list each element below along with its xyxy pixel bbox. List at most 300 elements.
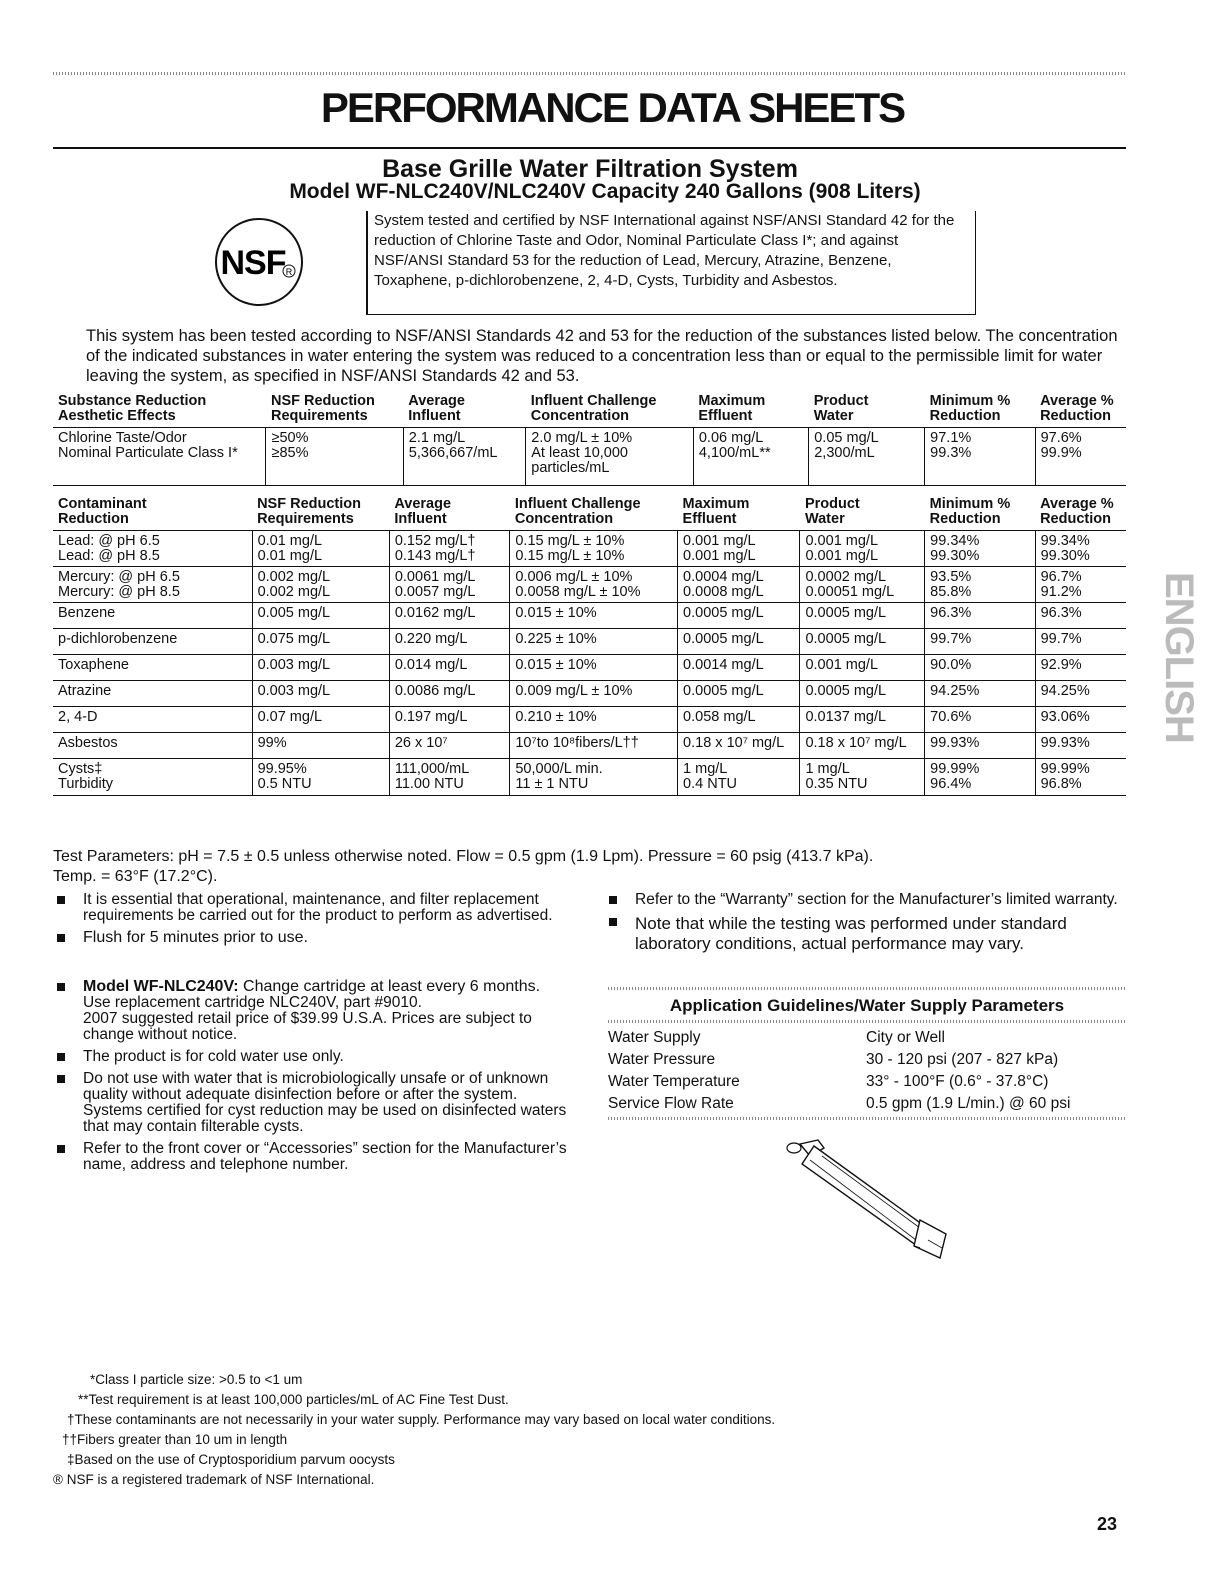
column-header-line: Maximum [682, 496, 750, 512]
column-header-line: Product [813, 393, 869, 409]
table-cell [252, 681, 389, 707]
filter-cartridge-icon [770, 1130, 970, 1270]
column-header-line: Product [804, 496, 860, 512]
table-header-row [53, 495, 1126, 531]
column-header-line: Aesthetic Effects [58, 408, 176, 424]
table-cell-line: 91.2% [1040, 584, 1082, 600]
application-bottom-rule [608, 1117, 1126, 1120]
table-cell [678, 759, 800, 796]
table-cell [800, 733, 925, 759]
table-cell-line: 99.30% [1040, 548, 1090, 564]
table-cell [678, 733, 800, 759]
table-cell [53, 629, 252, 655]
table-cell-line: 1 mg/L [805, 761, 850, 777]
table-cell-line: 0.006 mg/L ± 10% [515, 569, 633, 585]
table-cell [1035, 733, 1126, 759]
column-header [925, 392, 1035, 428]
application-value: 30 - 120 psi (207 - 827 kPa) [866, 1051, 1059, 1068]
table-cell [800, 655, 925, 681]
table-cell-line: 0.18 x 10⁷ mg/L [683, 735, 785, 751]
table-cell-line: 0.06 mg/L [698, 430, 764, 446]
table-cell-line: 2,300/mL [814, 445, 875, 461]
table-cell-line: 99.93% [1040, 735, 1090, 751]
bullet-item: Note that while the testing was performed under standard laboratory conditions, actual performance may vary. [605, 914, 1125, 954]
table-cell-line: 92.9% [1040, 657, 1082, 673]
table-cell [800, 603, 925, 629]
table-cell [389, 655, 510, 681]
table-cell [403, 428, 525, 486]
column-header-line: Reduction [929, 408, 1001, 424]
table-cell [389, 733, 510, 759]
table-cell [678, 629, 800, 655]
table-cell-line: 0.210 ± 10% [515, 709, 597, 725]
table-cell-line: 0.4 NTU [683, 776, 738, 792]
table-cell [389, 567, 510, 603]
table-cell [389, 759, 510, 796]
column-header-line: Reduction [1040, 408, 1111, 424]
column-header-line: Minimum % [929, 393, 1011, 409]
table-cell [510, 707, 678, 733]
table-cell-line: 11.00 NTU [394, 776, 464, 792]
table-row [53, 603, 1126, 629]
table-cell-line: 5,366,667/mL [408, 445, 498, 461]
table-cell-line: 94.25% [1040, 683, 1090, 699]
left-bullets-a [53, 892, 563, 952]
table-cell [53, 681, 252, 707]
table-row [53, 567, 1126, 603]
table-cell [252, 759, 389, 796]
table-cell-line: Mercury: @ pH 8.5 [58, 584, 180, 600]
table-cell-line: 99% [257, 735, 287, 751]
table-cell-line: 0.0008 mg/L [683, 584, 764, 600]
table-cell-line: 0.0005 mg/L [683, 631, 764, 647]
table-cell-line: 94.25% [930, 683, 980, 699]
table-cell-line: 99.7% [930, 631, 972, 647]
column-header [678, 495, 800, 531]
table-cell [53, 759, 252, 796]
column-header-line: Influent [408, 408, 461, 424]
table-cell [252, 603, 389, 629]
application-label: Water Temperature [608, 1073, 740, 1090]
table-cell-line: 0.0014 mg/L [683, 657, 764, 673]
table-cell [389, 603, 510, 629]
column-header-line: Requirements [270, 408, 368, 424]
table-cell-line: 0.001 mg/L [805, 548, 879, 564]
table-cell [252, 733, 389, 759]
column-header-line: Average [408, 393, 465, 409]
table-cell-line: 0.0005 mg/L [805, 605, 887, 621]
system-title: Base Grille Water Filtration System [382, 155, 798, 183]
table-cell-line: 50,000/L min. [515, 761, 603, 777]
column-header-line: Reduction [1040, 511, 1111, 527]
table-cell [1035, 531, 1126, 567]
table-cell [678, 603, 800, 629]
application-row [608, 1027, 1126, 1049]
table-cell-line: 2, 4-D [58, 709, 98, 725]
column-header [1035, 495, 1126, 531]
column-header-line: NSF Reduction [257, 496, 361, 512]
table-cell-line: 90.0% [930, 657, 972, 673]
column-header [403, 392, 525, 428]
table-cell-line: 70.6% [930, 709, 972, 725]
table-cell [53, 603, 252, 629]
table-cell [526, 428, 694, 486]
table-cell [678, 531, 800, 567]
table-cell-line: 0.009 mg/L ± 10% [515, 683, 633, 699]
footnote: ††Fibers greater than 10 um in length [62, 1432, 288, 1447]
model-bullet [53, 979, 578, 1043]
svg-text:R: R [285, 267, 293, 277]
table-cell [510, 681, 678, 707]
table-cell-line: 99.3% [930, 445, 972, 461]
table-cell-line: 0.225 ± 10% [515, 631, 597, 647]
column-header-line: Requirements [257, 511, 354, 527]
side-tab-text: ENGLISH [1157, 572, 1201, 743]
language-side-tab [1156, 570, 1204, 790]
table-cell [678, 655, 800, 681]
table-cell-line: 0.0162 mg/L [394, 605, 476, 621]
table-cell-line: 0.001 mg/L [805, 657, 879, 673]
table-cell [266, 428, 403, 486]
table-cell-line: ≥50% [271, 430, 309, 446]
column-header-line: Reduction [58, 511, 129, 527]
table-cell-line: 96.8% [1040, 776, 1082, 792]
column-header [925, 495, 1035, 531]
table-cell-line: 0.0061 mg/L [394, 569, 476, 585]
column-header-line: Maximum [698, 393, 766, 409]
table-row [53, 759, 1126, 796]
table-row [53, 428, 1126, 486]
table-cell [925, 603, 1035, 629]
table-cell [510, 531, 678, 567]
table-cell [800, 759, 925, 796]
nsf-logo-text: NSF [220, 244, 286, 282]
table-cell-line: 0.002 mg/L [257, 584, 331, 600]
column-header-line: Effluent [682, 511, 737, 527]
table-cell-line: 0.0004 mg/L [683, 569, 764, 585]
table-cell-line: 0.00051 mg/L [805, 584, 895, 600]
table-cell-line: 1 mg/L [683, 761, 728, 777]
application-row [608, 1049, 1126, 1071]
table-cell-line: 99.30% [930, 548, 980, 564]
contaminant-reduction-table [53, 495, 1126, 796]
table-cell-line: 0.005 mg/L [257, 605, 331, 621]
table-cell [510, 655, 678, 681]
table-cell-line: 0.0005 mg/L [683, 605, 764, 621]
table-cell-line: 93.5% [930, 569, 972, 585]
table-cell-line: 99.99% [1040, 761, 1090, 777]
table-cell-line: 96.3% [930, 605, 972, 621]
bullet-item: Refer to the “Warranty” section for the Manufacturer’s limited warranty. [605, 892, 1125, 908]
column-header [252, 495, 389, 531]
model-bullet-line: Use replacement cartridge NLC240V, part #9010. [83, 994, 422, 1011]
top-dotted-rule [53, 72, 1126, 75]
title-rule [53, 147, 1126, 149]
application-title: Application Guidelines/Water Supply Parameters [669, 996, 1065, 1015]
table-cell [252, 707, 389, 733]
table-cell [925, 707, 1035, 733]
table-cell-line: 0.001 mg/L [683, 533, 756, 549]
table-cell-line: 85.8% [930, 584, 972, 600]
table-cell [1035, 567, 1126, 603]
table-cell-line: 2.1 mg/L [408, 430, 466, 446]
table-cell [53, 707, 252, 733]
page-title: PERFORMANCE DATA SHEETS [320, 84, 905, 131]
table-cell [1035, 759, 1126, 796]
table-cell [53, 733, 252, 759]
table-cell [925, 629, 1035, 655]
application-value: 0.5 gpm (1.9 L/min.) @ 60 psi [866, 1095, 1071, 1112]
table-cell-line: 0.35 NTU [805, 776, 868, 792]
table-cell [252, 531, 389, 567]
application-row [608, 1093, 1126, 1115]
footnote: **Test requirement is at least 100,000 particles/mL of AC Fine Test Dust. [78, 1392, 509, 1407]
table-cell-line: 0.220 mg/L [394, 631, 468, 647]
table-cell-line: Atrazine [58, 683, 112, 699]
aesthetic-effects-table [53, 392, 1126, 486]
table-cell-line: Benzene [58, 605, 116, 621]
table-cell-line: Toxaphene [58, 657, 129, 673]
test-parameters-line: Temp. = 63°F (17.2°C). [53, 868, 218, 885]
table-cell-line: 93.06% [1040, 709, 1090, 725]
left-bullets-b [53, 979, 578, 1179]
table-cell [925, 567, 1035, 603]
table-cell [800, 707, 925, 733]
column-header [53, 495, 252, 531]
column-header [510, 495, 678, 531]
table-cell [389, 531, 510, 567]
footnote: ® NSF is a registered trademark of NSF International. [53, 1472, 375, 1487]
table-cell-line: 99.99% [930, 761, 980, 777]
right-bullets [605, 892, 1125, 960]
table-cell-line: 0.003 mg/L [257, 683, 331, 699]
table-cell [510, 567, 678, 603]
table-cell [809, 428, 925, 486]
table-cell [678, 707, 800, 733]
column-header-line: Contaminant [58, 496, 147, 512]
table-cell [389, 629, 510, 655]
table-cell-line: 99.34% [1040, 533, 1090, 549]
test-parameters-line: Test Parameters: pH = 7.5 ± 0.5 unless otherwise noted. Flow = 0.5 gpm (1.9 Lpm). Pressure = 60 psig (413.7 kPa). [53, 848, 874, 865]
application-label: Service Flow Rate [608, 1095, 734, 1112]
table-cell-line: 2.0 mg/L ± 10% [531, 430, 633, 446]
certification-box: System tested and certified by NSF International against NSF/ANSI Standard 42 for the reduction of Chlorine Taste and Odor, Nominal Particulate Class I*; and against NSF/ANSI Standard 53 for the reduction of Lead, Mercury, Atrazine, Benzene, Toxaphene, p-dichlorobenzene, 2, 4-D, Cysts, Turbidity and Asbestos. [366, 211, 976, 315]
footnote: ‡Based on the use of Cryptosporidium parvum oocysts [67, 1452, 395, 1467]
table-cell-line: Chlorine Taste/Odor [58, 430, 187, 446]
table-cell [693, 428, 808, 486]
column-header [389, 495, 510, 531]
table-cell-line: 0.003 mg/L [257, 657, 331, 673]
column-header-line: Effluent [698, 408, 753, 424]
table-cell-line: Lead: @ pH 8.5 [58, 548, 160, 564]
model-bullet-line: 2007 suggested retail price of $39.99 U.S.A. Prices are subject to change without notice. [83, 1010, 532, 1043]
table-cell [53, 655, 252, 681]
table-cell [800, 681, 925, 707]
table-cell [1035, 629, 1126, 655]
table-cell-line: 0.015 ± 10% [515, 657, 597, 673]
table-cell-line: 0.01 mg/L [257, 533, 323, 549]
table-cell-line: 0.0005 mg/L [805, 683, 887, 699]
column-header-line: Water [813, 408, 854, 424]
application-table [608, 1027, 1126, 1115]
application-title-rule [608, 1020, 1126, 1023]
intro-paragraph: This system has been tested according to NSF/ANSI Standards 42 and 53 for the reduction of the substances listed below. The concentration of the indicated substances in water entering the system was reduced to a concentration less than or equal to the permissible limit for water leaving the system, as specified in NSF/ANSI Standards 42 and 53. [86, 327, 1118, 385]
column-header-line: Concentration [530, 408, 630, 424]
table-row [53, 681, 1126, 707]
bullet-item: Refer to the front cover or “Accessories” section for the Manufacturer’s name, address and telephone number. [53, 1141, 578, 1173]
bullet-item: Flush for 5 minutes prior to use. [53, 930, 563, 946]
bullet-item: The product is for cold water use only. [53, 1049, 578, 1065]
table-cell [510, 733, 678, 759]
table-cell-line: 0.075 mg/L [257, 631, 331, 647]
table-cell-line: 0.197 mg/L [394, 709, 468, 725]
table-cell-line: 0.0005 mg/L [683, 683, 764, 699]
column-header [526, 392, 694, 428]
table-cell-line: 97.1% [930, 430, 972, 446]
column-header-line: Average % [1040, 496, 1114, 512]
table-cell-line: 0.001 mg/L [805, 533, 879, 549]
table-row [53, 531, 1126, 567]
table-cell-line: 0.15 mg/L ± 10% [515, 548, 625, 564]
column-header-line: Minimum % [929, 496, 1011, 512]
table-cell-line: 0.05 mg/L [814, 430, 879, 446]
table-cell-line: 111,000/mL [394, 761, 470, 777]
table-cell-line: 0.15 mg/L ± 10% [515, 533, 625, 549]
table-cell-line: 96.7% [1040, 569, 1082, 585]
table-cell-line: Turbidity [58, 776, 114, 792]
table-row [53, 629, 1126, 655]
table-cell-line: 96.3% [1040, 605, 1082, 621]
table-cell [925, 531, 1035, 567]
table-cell [53, 531, 252, 567]
table-cell-line: 0.0002 mg/L [805, 569, 887, 585]
column-header-line: NSF Reduction [270, 393, 375, 409]
table-row [53, 707, 1126, 733]
test-parameters [53, 847, 1133, 887]
table-cell-line: 99.93% [930, 735, 980, 751]
table-cell-line: 97.6% [1040, 430, 1082, 446]
column-header-line: Concentration [514, 511, 614, 527]
page-number: 23 [1097, 1514, 1118, 1534]
table-cell-line: 26 x 10⁷ [394, 735, 448, 751]
table-cell-line: Nominal Particulate Class I* [58, 445, 238, 461]
table-cell [800, 531, 925, 567]
table-cell-line: 0.002 mg/L [257, 569, 331, 585]
column-header-line: Influent Challenge [530, 393, 657, 409]
column-header [800, 495, 925, 531]
table-cell [1035, 655, 1126, 681]
table-cell [252, 567, 389, 603]
table-row [53, 655, 1126, 681]
table-cell-line: Cysts‡ [58, 761, 103, 777]
column-header [53, 392, 266, 428]
table-cell-line: 99.34% [930, 533, 980, 549]
table-cell [1035, 428, 1126, 486]
table-cell-line: 99.9% [1040, 445, 1082, 461]
table-cell-line: ≥85% [271, 445, 309, 461]
application-label: Water Supply [608, 1029, 701, 1046]
table-cell [925, 655, 1035, 681]
table-cell-line: 0.143 mg/L† [394, 548, 476, 564]
table-cell [678, 681, 800, 707]
table-cell-line: 0.0086 mg/L [394, 683, 476, 699]
table-cell-line: 0.01 mg/L [257, 548, 323, 564]
application-value: 33° - 100°F (0.6° - 37.8°C) [866, 1073, 1049, 1090]
column-header-line: Influent Challenge [514, 496, 641, 512]
column-header-line: Reduction [929, 511, 1001, 527]
table-cell-line: 0.18 x 10⁷ mg/L [805, 735, 907, 751]
table-cell [53, 428, 266, 486]
table-cell-line: 0.015 ± 10% [515, 605, 597, 621]
table-cell-line: 0.0005 mg/L [805, 631, 887, 647]
table-cell-line: 0.152 mg/L† [394, 533, 476, 549]
table-cell [510, 759, 678, 796]
table-cell [925, 681, 1035, 707]
column-header-line: Water [804, 511, 845, 527]
column-header [1035, 392, 1126, 428]
table-cell [510, 629, 678, 655]
bullet-item: Do not use with water that is microbiologically unsafe or of unknown quality without adequate disinfection before or after the system. Systems certified for cyst reduction may be used on disinfected waters that may contain filterable cysts. [53, 1071, 578, 1135]
column-header [809, 392, 925, 428]
table-cell-line: 0.0057 mg/L [394, 584, 476, 600]
table-cell-line: Asbestos [58, 735, 118, 751]
application-row [608, 1071, 1126, 1093]
footnote: *Class I particle size: >0.5 to <1 um [90, 1372, 303, 1387]
table-cell [800, 567, 925, 603]
table-cell [925, 428, 1035, 486]
table-cell [1035, 603, 1126, 629]
model-bullet-label: Model WF-NLC240V: [83, 978, 239, 995]
table-cell [925, 759, 1035, 796]
table-cell [1035, 707, 1126, 733]
table-cell-line: particles/mL [531, 460, 610, 476]
column-header [693, 392, 808, 428]
table-cell-line: At least 10,000 [531, 445, 629, 461]
table-cell-line: 0.014 mg/L [394, 657, 468, 673]
application-top-rule [608, 987, 1126, 990]
table-cell [510, 603, 678, 629]
column-header-line: Substance Reduction [58, 393, 207, 409]
column-header [266, 392, 403, 428]
table-cell-line: 10⁷to 10⁸fibers/L†† [515, 735, 639, 751]
column-header-line: Average % [1040, 393, 1114, 409]
column-header-line: Influent [394, 511, 447, 527]
table-cell-line: Mercury: @ pH 6.5 [58, 569, 180, 585]
table-cell-line: 0.0058 mg/L ± 10% [515, 584, 641, 600]
table-cell-line: 0.058 mg/L [683, 709, 756, 725]
table-cell [800, 629, 925, 655]
table-cell [1035, 681, 1126, 707]
table-header-row [53, 392, 1126, 428]
table-cell-line: 96.4% [930, 776, 972, 792]
application-label: Water Pressure [608, 1051, 716, 1068]
table-cell [389, 681, 510, 707]
column-header-line: Average [394, 496, 452, 512]
table-cell [678, 567, 800, 603]
table-row [53, 733, 1126, 759]
table-cell-line: Lead: @ pH 6.5 [58, 533, 160, 549]
table-cell-line: p-dichlorobenzene [58, 631, 178, 647]
table-cell [252, 629, 389, 655]
application-value: City or Well [866, 1029, 945, 1046]
nsf-logo-icon [200, 210, 318, 328]
table-cell [53, 567, 252, 603]
bullet-item: It is essential that operational, maintenance, and filter replacement requirements be carried out for the product to perform as advertised. [53, 892, 563, 924]
table-cell-line: 0.5 NTU [257, 776, 312, 792]
model-bullet-text: Change cartridge at least every 6 months. [238, 978, 541, 995]
table-cell [389, 707, 510, 733]
table-cell-line: 0.0137 mg/L [805, 709, 887, 725]
